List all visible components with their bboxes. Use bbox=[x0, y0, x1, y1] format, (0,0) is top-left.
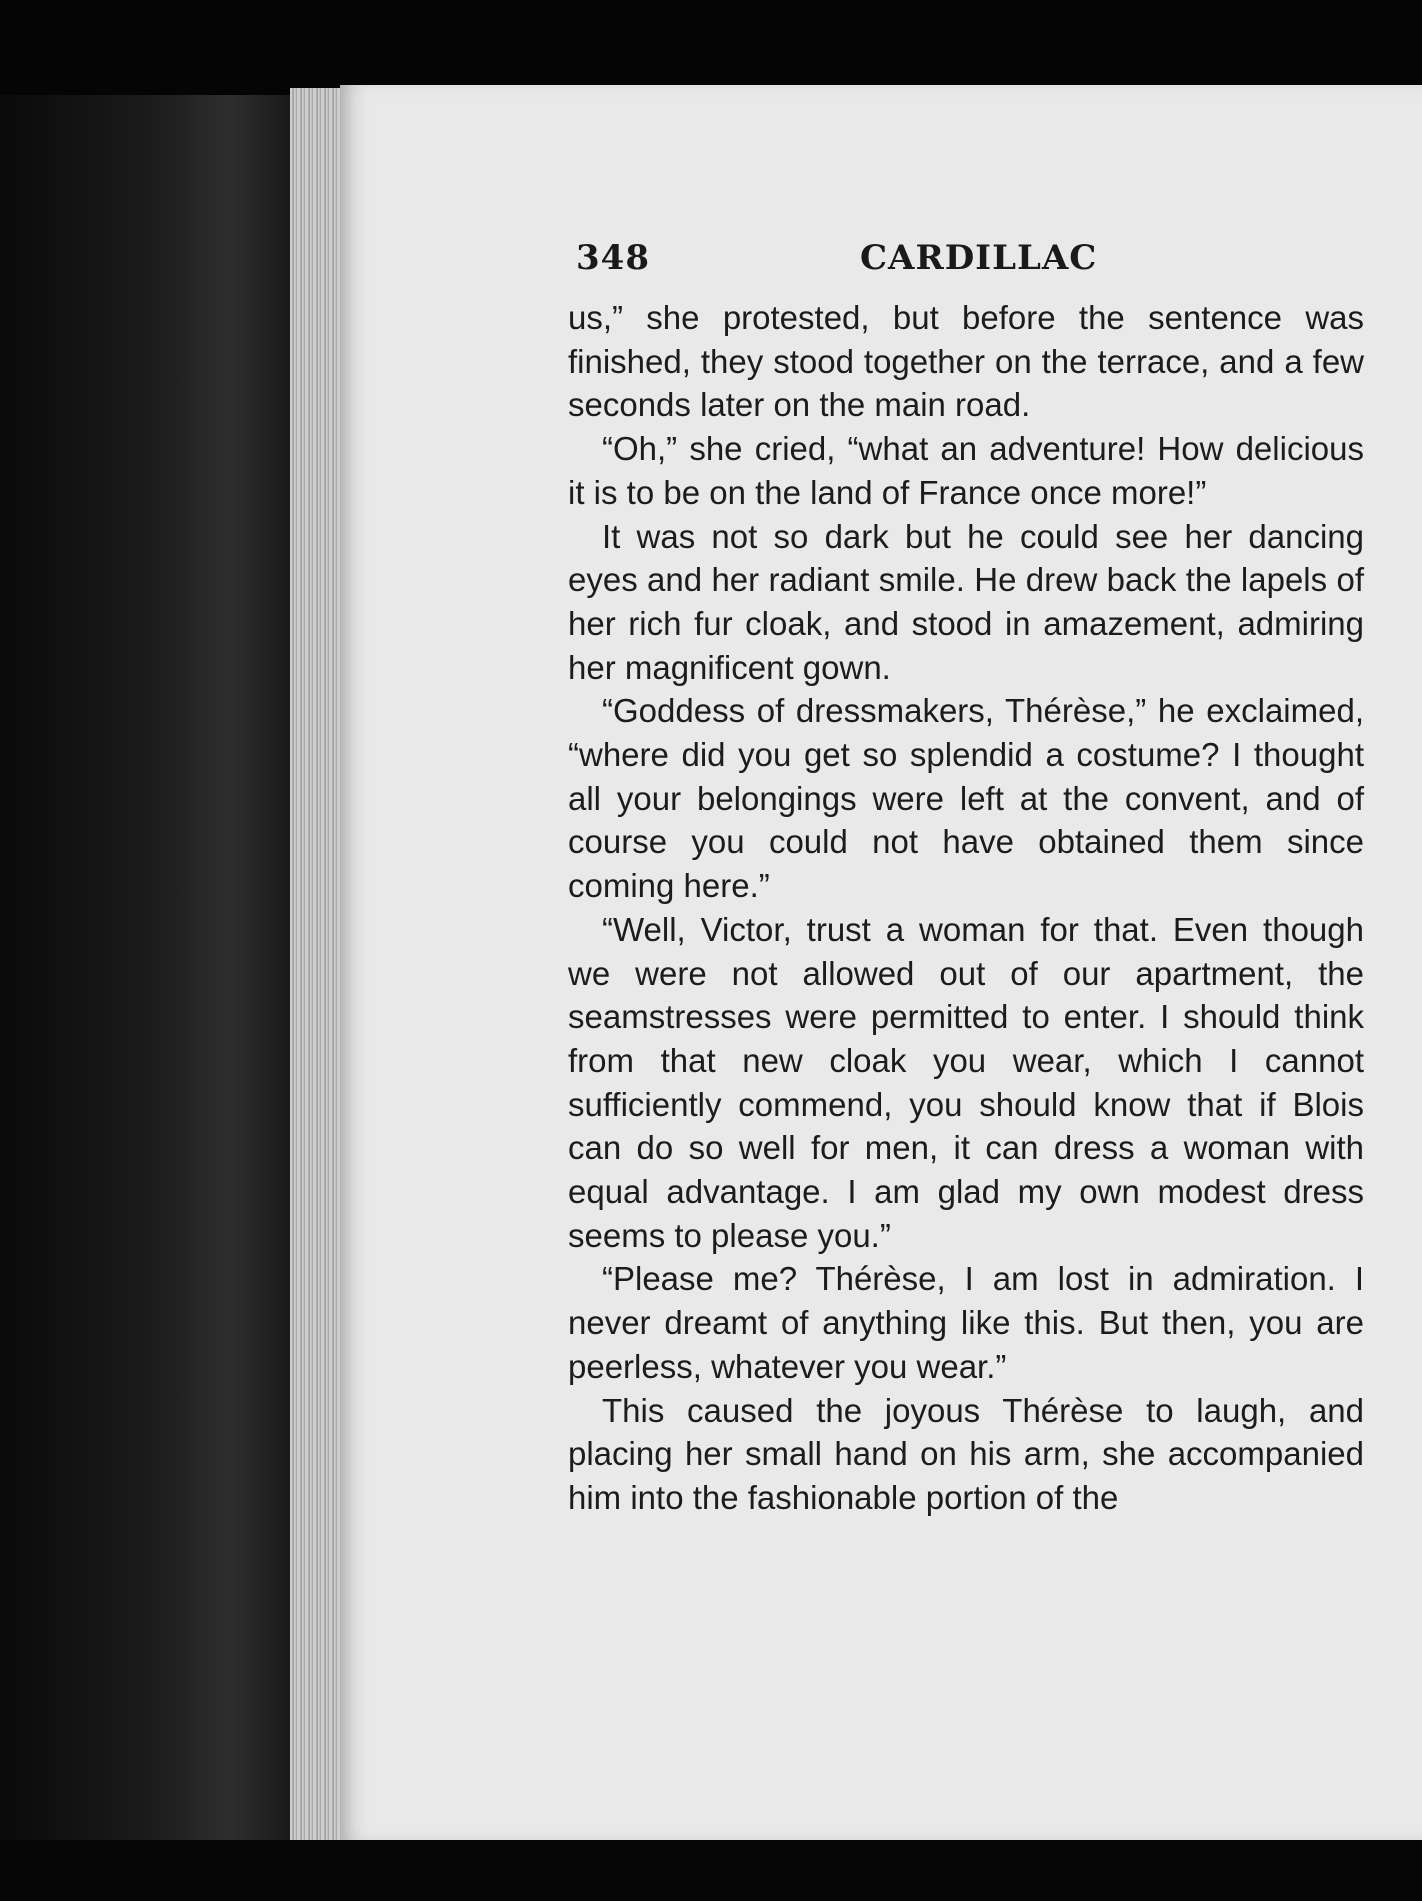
paragraph: “Well, Victor, trust a woman for that. Even though we were not allowed out of our apartment, the seamstresses were permitted to enter. I should think from that new cloak you wear, which I cannot sufficiently commend, you should know that if Blois can do so well for men, it can dress a woman with equal advantage. I am glad my own modest dress seems to please you.” bbox=[568, 910, 1364, 1254]
paragraph: It was not so dark but he could see her dancing eyes and her radiant smile. He drew back the lapels of her rich fur cloak, and stood in amazement, admiring her magnificent gown. bbox=[568, 517, 1364, 686]
page-number: 348 bbox=[576, 238, 650, 278]
scan-background-bottom bbox=[0, 1840, 1422, 1901]
page-header bbox=[576, 238, 1356, 288]
paragraph: “Please me? Thérèse, I am lost in admiration. I never dreamt of anything like this. But then, you are peerless, whatever you wear.” bbox=[568, 1260, 1364, 1385]
paragraph: “Goddess of dressmakers, Thérèse,” he exclaimed, “where did you get so splendid a costume? I thought all your belongings were left at the convent, and of course you could not have obtained them since coming here.” bbox=[568, 692, 1364, 905]
running-head: CARDILLAC bbox=[860, 238, 1098, 278]
scan-background-top bbox=[0, 0, 1422, 95]
paragraph: “Oh,” she cried, “what an adventure! How delicious it is to be on the land of France once more!” bbox=[568, 430, 1364, 511]
paragraph: This caused the joyous Thérèse to laugh, and placing her small hand on his arm, she accompanied him into the fashionable portion of the bbox=[568, 1391, 1364, 1516]
body-text bbox=[568, 296, 1364, 1520]
paragraph: us,” she protested, but before the sentence was finished, they stood together on the terrace, and a few seconds later on the main road. bbox=[568, 299, 1364, 424]
